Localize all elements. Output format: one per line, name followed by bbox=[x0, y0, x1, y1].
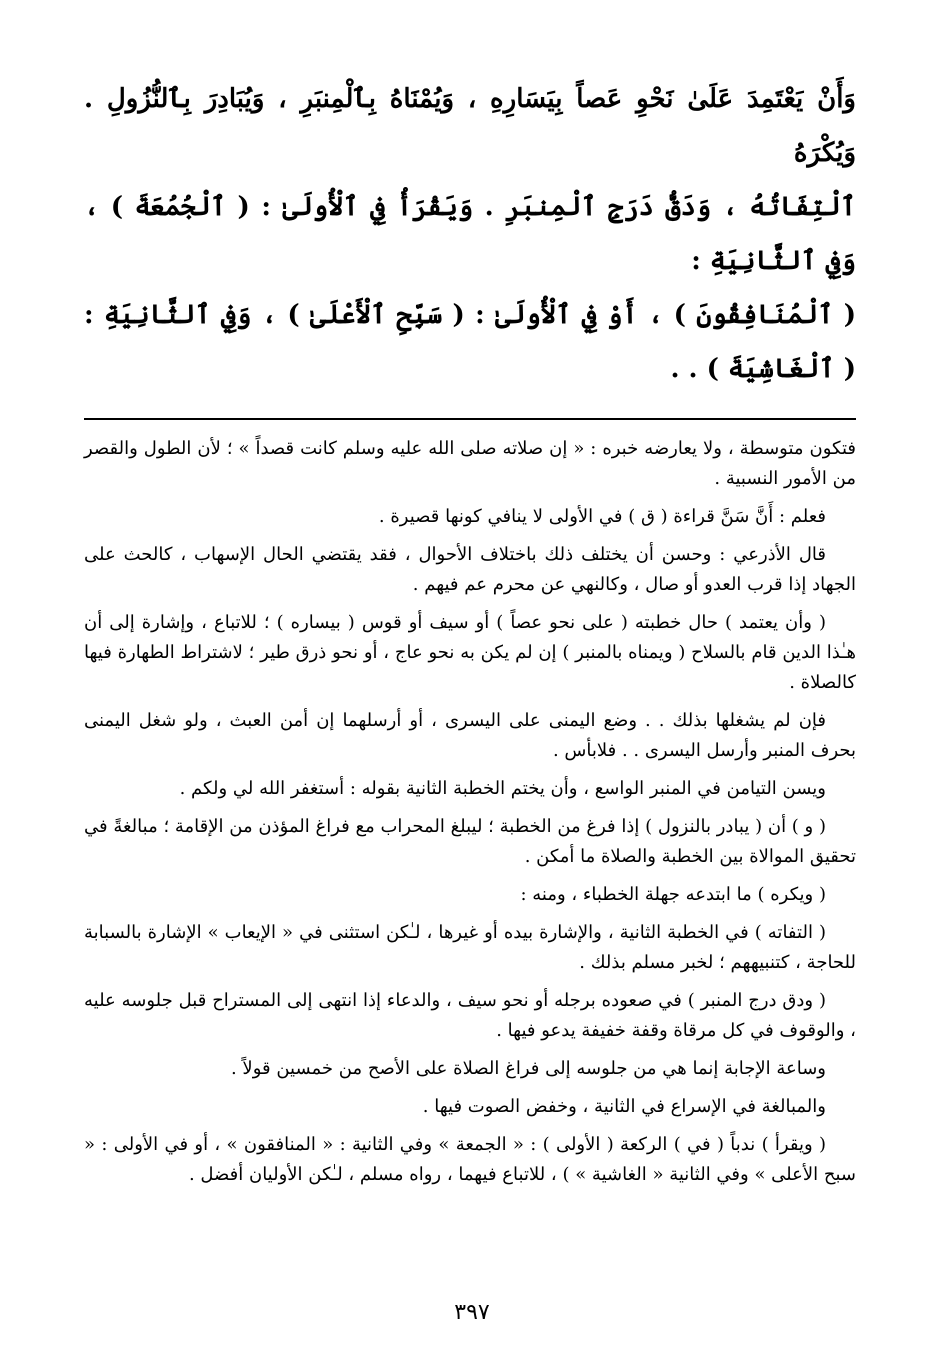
commentary-paragraph: ( التفاته ) في الخطبة الثانية ، والإشارة بيده أو غيرها ، لـٰكن استثنى في « الإيعاب » الإشارة بالسبابة للحاجة ، كتنبيههم ؛ لخبر مسلم بذلك . bbox=[84, 922, 856, 973]
commentary-paragraph: والمبالغة في الإسراع في الثانية ، وخفض الصوت فيها . bbox=[422, 1096, 826, 1117]
page-number: ٣٩٧ bbox=[454, 1300, 490, 1325]
commentary-paragraph: ( ويكره ) ما ابتدعه جهلة الخطباء ، ومنه : bbox=[520, 884, 826, 905]
commentary-paragraph: ( وأن يعتمد ) حال خطبته ( على نحو عصاً ) أو سيف أو قوس ( بيساره ) ؛ للاتباع ، وإشارة إلى أن هـٰذا الدين قام بالسلاح ( ويمناه بالمنبر ) إن لم يكن به نحو عاج ، أو نحو ذرق طير ؛ لاشتراط الطهارة فيها كالصلاة . bbox=[84, 612, 856, 693]
main-text bbox=[84, 72, 856, 396]
commentary-paragraph: ( ويقرأ ) ندباً ( في ) الركعة ( الأولى ) : « الجمعة » وفي الثانية : « المنافقون » ، أو في الأولى : « سبح الأعلى » وفي الثانية « الغاشية » ) ، للاتباع فيهما ، رواه مسلم ، لـٰكن الأوليان أفضل . bbox=[84, 1134, 856, 1185]
commentary-paragraph: قال الأذرعي : وحسن أن يختلف ذلك باختلاف الأحوال ، فقد يقتضي الحال الإسهاب ، كالحث على الجهاد إذا قرب العدو أو صال ، وكالنهي عن محرم عم فيهم . bbox=[84, 544, 856, 595]
commentary-paragraph: وساعة الإجابة إنما هي من جلوسه إلى فراغ الصلاة على الأصح من خمسين قولاً . bbox=[230, 1058, 826, 1079]
commentary-paragraph: فعلم : أَنَّ سَنَّ قراءة ( ق ) في الأولى لا ينافي كونها قصيرة . bbox=[378, 506, 826, 527]
main-text-line: وَأَنْ يَعْتَمِدَ عَلَىٰ نَحْوِ عَصاً بِيَسَارِهِ ، وَيُمْنَاهُ بِٱلْمِنبَرِ ، وَيُبَادِرَ بِٱلنُّزُولِ . وَيُكْرَهُ bbox=[84, 84, 856, 168]
main-text-line: ( ٱلْمُنَافِقُونَ ) ، أَوْ فِي ٱلْأُولَىٰ : ( سَبِّحِ ٱلْأَعْلَىٰ ) ، وَفِي ٱلثَّانِيَةِ : ( ٱلْغَاشِيَةَ ) . . bbox=[84, 300, 856, 384]
separator-rule bbox=[84, 418, 856, 420]
main-text-line: ٱلْتِفَاتُهُ ، وَدَقُّ دَرَجِ ٱلْمِنبَرِ . وَيَقْرَأُ فِي ٱلْأُولَىٰ : ( ٱلْجُمُعَةَ ) ، وَفِي ٱلثَّانِيَةِ : bbox=[84, 192, 856, 276]
commentary-paragraph: ( و ) أن ( يبادر بالنزول ) إذا فرغ من الخطبة ؛ ليبلغ المحراب مع فراغ المؤذن من الإقامة ؛ مبالغةً في تحقيق الموالاة بين الخطبة والصلاة ما أمكن . bbox=[84, 816, 856, 867]
commentary-paragraph: فتكون متوسطة ، ولا يعارضه خبره : « إن صلاته صلى الله عليه وسلم كانت قصداً » ؛ لأن الطول والقصر من الأمور النسبية . bbox=[84, 438, 856, 489]
commentary-paragraph: ويسن التيامن في المنبر الواسع ، وأن يختم الخطبة الثانية بقوله : أستغفر الله لي ولكم . bbox=[179, 778, 826, 799]
commentary bbox=[84, 434, 856, 1190]
commentary-paragraph: فإن لم يشغلها بذلك . . وضع اليمنى على اليسرى ، أو أرسلهما إن أمن العبث ، ولو شغل اليمنى بحرف المنبر وأرسل اليسرى . . فلابأس . bbox=[84, 710, 856, 761]
commentary-paragraph: ( ودق درج المنبر ) في صعوده برجله أو نحو سيف ، والدعاء إذا انتهى إلى المستراح قبل جلوسه عليه ، والوقوف في كل مرقاة وقفة خفيفة يدعو فيها . bbox=[84, 990, 856, 1041]
